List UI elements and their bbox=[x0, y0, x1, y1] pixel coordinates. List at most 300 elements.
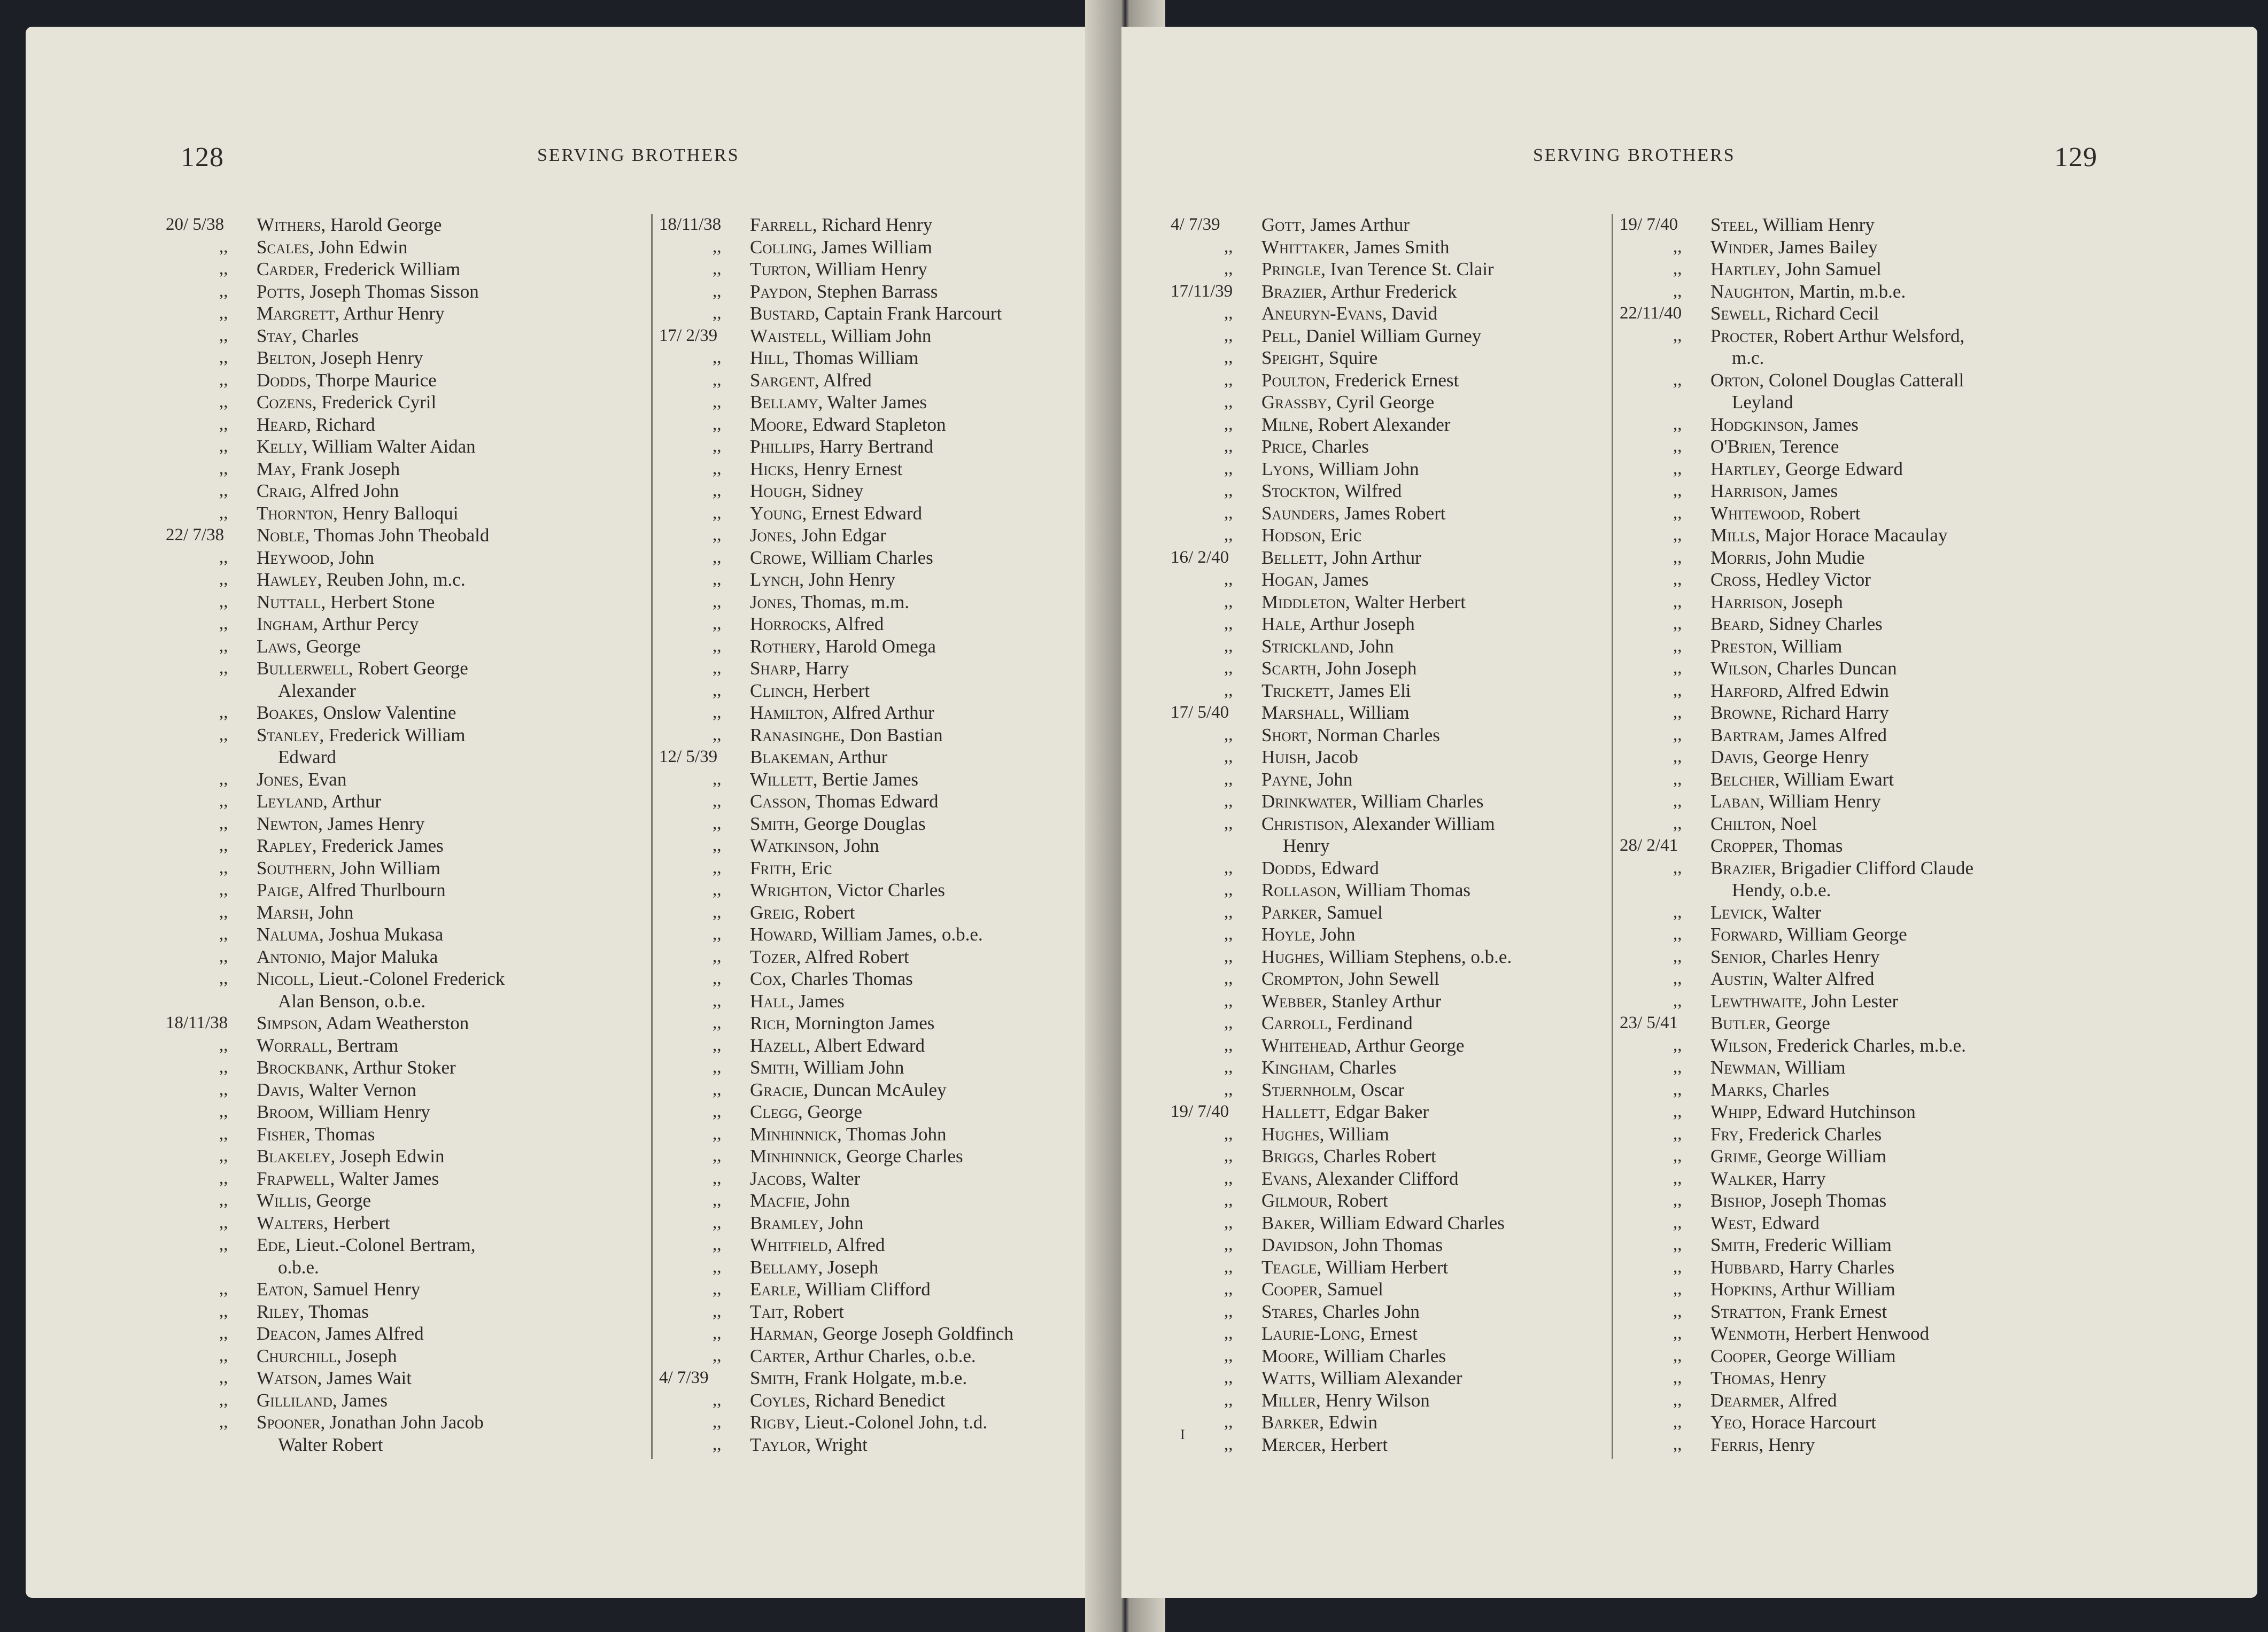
date-cell: ,, bbox=[1673, 414, 1682, 434]
member-name: Bellamy, Joseph bbox=[750, 1256, 879, 1278]
date-cell: ,, bbox=[219, 1079, 228, 1099]
date-cell: ,, bbox=[219, 1124, 228, 1144]
date-cell: ,, bbox=[1673, 1301, 1682, 1321]
date-cell: ,, bbox=[1673, 946, 1682, 966]
member-name: Heard, Richard bbox=[257, 414, 375, 435]
date-cell: ,, bbox=[1673, 1213, 1682, 1232]
member-name: Colling, James William bbox=[750, 236, 932, 258]
member-name: Fry, Frederick Charles bbox=[1710, 1123, 1882, 1145]
member-name: Leyland, Arthur bbox=[257, 791, 382, 812]
date-cell: ,, bbox=[1224, 259, 1233, 278]
member-name: Frith, Eric bbox=[750, 857, 832, 879]
date-cell: ,, bbox=[713, 1324, 722, 1343]
member-name: Cooper, George William bbox=[1710, 1345, 1896, 1366]
list-item bbox=[1171, 946, 1662, 968]
list-item bbox=[1620, 302, 2208, 325]
date-cell: ,, bbox=[219, 414, 228, 434]
date-cell: ,, bbox=[713, 658, 722, 678]
member-name: Davidson, John Thomas bbox=[1261, 1234, 1443, 1255]
list-item bbox=[1620, 635, 2208, 658]
list-item bbox=[1171, 1256, 1662, 1279]
list-item bbox=[659, 480, 1119, 502]
list-item bbox=[1620, 680, 2208, 702]
member-name: Ingham, Arthur Percy bbox=[257, 613, 419, 634]
date-cell: ,, bbox=[713, 680, 722, 700]
member-name: Earle, William Clifford bbox=[750, 1279, 931, 1300]
list-item bbox=[1171, 391, 1662, 414]
member-name: Bishop, Joseph Thomas bbox=[1710, 1190, 1887, 1211]
list-item bbox=[166, 1234, 668, 1278]
list-item bbox=[659, 724, 1119, 747]
date-cell: ,, bbox=[1224, 636, 1233, 656]
date-cell: ,, bbox=[1224, 304, 1233, 323]
date-cell: ,, bbox=[1673, 1390, 1682, 1410]
date-cell: ,, bbox=[219, 1191, 228, 1210]
member-name: Hamilton, Alfred Arthur bbox=[750, 702, 934, 723]
date-cell: ,, bbox=[713, 836, 722, 855]
member-name: Willis, George bbox=[257, 1190, 371, 1211]
list-item bbox=[659, 369, 1119, 392]
list-item bbox=[166, 524, 668, 547]
list-item bbox=[1620, 1434, 2208, 1456]
member-name: May, Frank Joseph bbox=[257, 458, 400, 479]
member-name: Waistell, William John bbox=[750, 325, 932, 346]
date-cell: ,, bbox=[713, 1257, 722, 1277]
date-cell: ,, bbox=[1673, 902, 1682, 922]
date-cell: ,, bbox=[1673, 747, 1682, 766]
date-cell: ,, bbox=[1673, 370, 1682, 390]
list-item bbox=[1620, 502, 2208, 525]
member-name: Churchill, Joseph bbox=[257, 1345, 397, 1366]
list-item bbox=[659, 214, 1119, 236]
date-cell: ,, bbox=[1224, 458, 1233, 478]
member-name: Davis, George Henry bbox=[1710, 747, 1869, 767]
list-item bbox=[659, 1367, 1119, 1389]
list-item bbox=[166, 591, 668, 613]
member-name: Browne, Richard Harry bbox=[1710, 702, 1889, 723]
member-name: Senior, Charles Henry bbox=[1710, 946, 1880, 967]
list-item bbox=[659, 790, 1119, 813]
member-name: Jones, Evan bbox=[257, 768, 347, 790]
date-cell: ,, bbox=[1224, 237, 1233, 257]
date-cell: ,, bbox=[713, 1213, 722, 1232]
member-name: Harrison, Joseph bbox=[1710, 591, 1843, 612]
date-cell: 28/ 2/41 bbox=[1620, 836, 1678, 855]
list-item bbox=[1620, 480, 2208, 502]
list-item bbox=[1620, 1101, 2208, 1123]
page-number: 128 bbox=[181, 142, 224, 173]
date-cell: ,, bbox=[219, 946, 228, 966]
date-cell: ,, bbox=[713, 348, 722, 367]
member-name: Riley, Thomas bbox=[257, 1301, 369, 1322]
date-cell: ,, bbox=[1673, 969, 1682, 988]
date-cell: 18/11/38 bbox=[659, 215, 722, 234]
date-cell: ,, bbox=[219, 880, 228, 899]
date-cell: ,, bbox=[1673, 1146, 1682, 1165]
member-name: Turton, William Henry bbox=[750, 259, 927, 279]
list-item bbox=[1171, 547, 1662, 569]
date-cell: ,, bbox=[1673, 1035, 1682, 1055]
list-item bbox=[1620, 746, 2208, 768]
list-item bbox=[166, 1212, 668, 1234]
date-cell: ,, bbox=[713, 237, 722, 257]
member-name: Dearmer, Alfred bbox=[1710, 1389, 1837, 1411]
list-item bbox=[1620, 436, 2208, 458]
list-item bbox=[166, 1101, 668, 1123]
member-name: Brazier, Arthur Frederick bbox=[1261, 281, 1457, 302]
list-item bbox=[1171, 591, 1662, 613]
member-name: Wilson, Frederick Charles, m.b.e. bbox=[1710, 1035, 1966, 1056]
date-cell: ,, bbox=[1224, 1346, 1233, 1365]
date-cell: ,, bbox=[219, 370, 228, 390]
list-item bbox=[1171, 746, 1662, 768]
date-cell: ,, bbox=[1224, 1191, 1233, 1210]
list-item bbox=[659, 702, 1119, 724]
member-name: Pringle, Ivan Terence St. Clair bbox=[1261, 259, 1494, 279]
list-item bbox=[1620, 968, 2208, 990]
list-item bbox=[659, 436, 1119, 458]
date-cell: ,, bbox=[1224, 503, 1233, 523]
list-item bbox=[659, 990, 1119, 1013]
date-cell: ,, bbox=[713, 1390, 722, 1410]
list-item bbox=[166, 1345, 668, 1367]
member-name: Hoyle, John bbox=[1261, 924, 1356, 945]
list-item bbox=[659, 414, 1119, 436]
list-item bbox=[1620, 414, 2208, 436]
date-cell: ,, bbox=[1224, 680, 1233, 700]
member-name: Moore, William Charles bbox=[1261, 1345, 1446, 1366]
date-cell: ,, bbox=[219, 1390, 228, 1410]
member-name: Crowe, William Charles bbox=[750, 547, 933, 568]
date-cell: ,, bbox=[1673, 525, 1682, 545]
list-item bbox=[1171, 258, 1662, 281]
date-cell: ,, bbox=[1224, 858, 1233, 877]
date-cell: ,, bbox=[1224, 348, 1233, 367]
date-cell: ,, bbox=[713, 281, 722, 301]
list-item bbox=[1171, 1012, 1662, 1035]
member-name: Ranasinghe, Don Bastian bbox=[750, 724, 943, 745]
date-cell: ,, bbox=[1224, 1124, 1233, 1144]
date-cell: ,, bbox=[713, 592, 722, 611]
date-cell: ,, bbox=[713, 991, 722, 1011]
list-item bbox=[659, 1079, 1119, 1101]
list-item bbox=[1620, 702, 2208, 724]
list-item bbox=[1171, 790, 1662, 813]
list-item bbox=[1171, 1190, 1662, 1212]
member-name: Barker, Edwin bbox=[1261, 1412, 1377, 1433]
date-cell: ,, bbox=[1224, 325, 1233, 345]
member-name: Walker, Harry bbox=[1710, 1168, 1826, 1189]
member-name: Clegg, George bbox=[750, 1101, 862, 1122]
member-name: Scales, John Edwin bbox=[257, 236, 408, 258]
member-name: Naluma, Joshua Mukasa bbox=[257, 924, 444, 945]
list-item bbox=[1620, 1278, 2208, 1301]
date-cell: ,, bbox=[713, 1412, 722, 1432]
list-item bbox=[1620, 1234, 2208, 1256]
list-item bbox=[166, 547, 668, 569]
member-name: Hodgkinson, James bbox=[1710, 414, 1859, 435]
list-item bbox=[1171, 1056, 1662, 1079]
date-cell: ,, bbox=[219, 259, 228, 278]
list-item bbox=[1171, 1101, 1662, 1123]
date-cell: ,, bbox=[1673, 1434, 1682, 1454]
date-cell: ,, bbox=[219, 458, 228, 478]
member-name: Brockbank, Arthur Stoker bbox=[257, 1057, 456, 1078]
member-name: Whitewood, Robert bbox=[1710, 502, 1861, 524]
member-name: Rapley, Frederick James bbox=[257, 835, 444, 856]
list-item bbox=[1620, 1123, 2208, 1146]
list-item bbox=[659, 236, 1119, 259]
list-item bbox=[659, 768, 1119, 791]
list-item bbox=[1620, 768, 2208, 791]
column-rule bbox=[1612, 214, 1613, 1459]
member-name: Southern, John William bbox=[257, 857, 440, 879]
member-name: Noble, Thomas John Theobald bbox=[257, 525, 490, 546]
member-name: Whitehead, Arthur George bbox=[1261, 1035, 1465, 1056]
list-item bbox=[659, 391, 1119, 414]
member-name: Carroll, Ferdinand bbox=[1261, 1013, 1413, 1033]
list-item bbox=[659, 1168, 1119, 1190]
date-cell: ,, bbox=[713, 481, 722, 500]
member-name: Hughes, William Stephens, o.b.e. bbox=[1261, 946, 1512, 967]
member-name: Hill, Thomas William bbox=[750, 347, 919, 368]
date-cell: ,, bbox=[713, 1191, 722, 1210]
list-item bbox=[1171, 414, 1662, 436]
member-name: Gilmour, Robert bbox=[1261, 1190, 1388, 1211]
date-cell: ,, bbox=[219, 791, 228, 811]
list-item bbox=[659, 569, 1119, 591]
date-cell: ,, bbox=[219, 392, 228, 411]
list-item bbox=[1171, 1234, 1662, 1256]
member-name: Austin, Walter Alfred bbox=[1710, 968, 1875, 989]
list-item bbox=[659, 1323, 1119, 1345]
member-name: Blakeman, Arthur bbox=[750, 747, 888, 767]
member-name: Drinkwater, William Charles bbox=[1261, 791, 1484, 812]
list-item bbox=[166, 480, 668, 502]
list-item bbox=[1620, 1145, 2208, 1168]
member-name: Potts, Joseph Thomas Sisson bbox=[257, 281, 479, 302]
list-item bbox=[166, 1035, 668, 1057]
member-name: Laban, William Henry bbox=[1710, 791, 1881, 812]
date-cell: ,, bbox=[219, 1168, 228, 1188]
date-cell: ,, bbox=[219, 1412, 228, 1432]
date-cell: ,, bbox=[1673, 703, 1682, 722]
list-item bbox=[659, 1278, 1119, 1301]
member-name: Aneuryn-Evans, David bbox=[1261, 303, 1437, 324]
date-cell: ,, bbox=[219, 658, 228, 678]
member-name: Cozens, Frederick Cyril bbox=[257, 392, 437, 413]
date-cell: ,, bbox=[1673, 1279, 1682, 1299]
member-name: Ede, Lieut.-Colonel Bertram, o.b.e. bbox=[257, 1234, 476, 1278]
list-item bbox=[166, 236, 668, 259]
date-cell: ,, bbox=[1673, 636, 1682, 656]
list-item bbox=[1620, 1035, 2208, 1057]
date-cell: ,, bbox=[1224, 1390, 1233, 1410]
member-name: Beard, Sidney Charles bbox=[1710, 613, 1883, 634]
list-item bbox=[1620, 369, 2208, 414]
list-item bbox=[1171, 369, 1662, 392]
date-cell: ,, bbox=[1673, 481, 1682, 500]
date-cell: ,, bbox=[1673, 658, 1682, 678]
date-cell: ,, bbox=[1224, 1146, 1233, 1165]
member-name: Hubbard, Harry Charles bbox=[1710, 1256, 1895, 1278]
date-cell: ,, bbox=[1673, 1079, 1682, 1099]
date-cell: ,, bbox=[1224, 991, 1233, 1011]
member-name: Greig, Robert bbox=[750, 902, 855, 923]
member-name: Kingham, Charles bbox=[1261, 1057, 1397, 1078]
list-item bbox=[1620, 857, 2208, 902]
date-cell: ,, bbox=[713, 946, 722, 966]
date-cell: ,, bbox=[713, 725, 722, 744]
date-cell: ,, bbox=[1224, 924, 1233, 944]
member-name: Newman, William bbox=[1710, 1057, 1846, 1078]
list-item bbox=[166, 902, 668, 924]
list-item bbox=[1171, 480, 1662, 502]
list-item bbox=[1171, 1035, 1662, 1057]
list-item bbox=[166, 1411, 668, 1456]
date-cell: ,, bbox=[713, 414, 722, 434]
list-item bbox=[659, 902, 1119, 924]
list-item bbox=[659, 657, 1119, 680]
date-cell: ,, bbox=[713, 1035, 722, 1055]
list-item bbox=[166, 1168, 668, 1190]
date-cell: ,, bbox=[219, 437, 228, 456]
list-item bbox=[166, 613, 668, 635]
right-page bbox=[1121, 27, 2257, 1598]
member-name: Gilliland, James bbox=[257, 1389, 388, 1411]
member-name: Blakeley, Joseph Edwin bbox=[257, 1146, 445, 1167]
date-cell: ,, bbox=[713, 791, 722, 811]
member-name: Carter, Arthur Charles, o.b.e. bbox=[750, 1345, 976, 1366]
list-item bbox=[659, 1301, 1119, 1323]
list-item bbox=[166, 790, 668, 813]
list-item bbox=[1620, 946, 2208, 968]
date-cell: 22/11/40 bbox=[1620, 304, 1682, 323]
list-item bbox=[659, 1145, 1119, 1168]
member-name: Grassby, Cyril George bbox=[1261, 392, 1435, 413]
list-item bbox=[1171, 657, 1662, 680]
member-name: Nuttall, Herbert Stone bbox=[257, 591, 435, 612]
list-item bbox=[1171, 502, 1662, 525]
date-cell: ,, bbox=[1224, 525, 1233, 545]
date-cell: ,, bbox=[219, 304, 228, 323]
list-item bbox=[1171, 857, 1662, 880]
member-name: Stanley, Frederick William Edward bbox=[257, 724, 466, 767]
list-item bbox=[1620, 990, 2208, 1013]
date-cell: ,, bbox=[1673, 237, 1682, 257]
date-cell: ,, bbox=[1224, 769, 1233, 789]
date-cell: ,, bbox=[1673, 437, 1682, 456]
member-name: Hallett, Edgar Baker bbox=[1261, 1101, 1429, 1122]
member-name: Miller, Henry Wilson bbox=[1261, 1389, 1430, 1411]
date-cell: ,, bbox=[1673, 813, 1682, 833]
list-item bbox=[166, 657, 668, 702]
date-cell: ,, bbox=[1224, 813, 1233, 833]
list-item bbox=[659, 879, 1119, 902]
member-name: Withers, Harold George bbox=[257, 214, 442, 235]
date-cell: ,, bbox=[1673, 325, 1682, 345]
list-item bbox=[1171, 1301, 1662, 1323]
member-name: Chilton, Noel bbox=[1710, 813, 1817, 834]
date-cell: ,, bbox=[1673, 281, 1682, 301]
member-name: Fisher, Thomas bbox=[257, 1123, 375, 1145]
date-cell: ,, bbox=[219, 1235, 228, 1254]
member-name: Grime, George William bbox=[1710, 1146, 1887, 1167]
date-cell: ,, bbox=[1673, 1168, 1682, 1188]
member-name: Yeo, Horace Harcourt bbox=[1710, 1412, 1877, 1433]
list-item bbox=[1620, 214, 2208, 236]
date-cell: ,, bbox=[713, 437, 722, 456]
signature-mark: I bbox=[1180, 1427, 1185, 1442]
list-item bbox=[166, 1323, 668, 1345]
list-item bbox=[166, 569, 668, 591]
member-name: Sewell, Richard Cecil bbox=[1710, 303, 1879, 324]
list-item bbox=[659, 613, 1119, 635]
member-name: Payne, John bbox=[1261, 768, 1353, 790]
date-cell: ,, bbox=[219, 348, 228, 367]
list-item bbox=[1171, 879, 1662, 902]
member-name: Smith, George Douglas bbox=[750, 813, 926, 834]
list-item bbox=[1620, 1301, 2208, 1323]
date-cell: ,, bbox=[713, 1235, 722, 1254]
member-name: Tait, Robert bbox=[750, 1301, 844, 1322]
member-name: Lynch, John Henry bbox=[750, 569, 896, 590]
date-cell: ,, bbox=[219, 1102, 228, 1121]
list-item bbox=[1171, 1345, 1662, 1367]
list-item bbox=[659, 813, 1119, 835]
member-name: Nicoll, Lieut.-Colonel Frederick Alan Benson, o.b.e. bbox=[257, 968, 505, 1012]
list-item bbox=[1620, 591, 2208, 613]
name-column bbox=[166, 214, 668, 1456]
date-cell: ,, bbox=[1673, 1102, 1682, 1121]
date-cell: ,, bbox=[713, 503, 722, 523]
member-name: Stockton, Wilfred bbox=[1261, 480, 1402, 501]
date-cell: ,, bbox=[219, 570, 228, 589]
date-cell: ,, bbox=[219, 1324, 228, 1343]
list-item bbox=[659, 281, 1119, 303]
list-item bbox=[1620, 835, 2208, 857]
running-head: SERVING BROTHERS bbox=[537, 145, 740, 165]
member-name: Moore, Edward Stapleton bbox=[750, 414, 946, 435]
list-item bbox=[1620, 458, 2208, 480]
date-cell: ,, bbox=[1224, 1257, 1233, 1277]
member-name: Heywood, John bbox=[257, 547, 374, 568]
date-cell: ,, bbox=[219, 969, 228, 988]
member-name: Sharp, Harry bbox=[750, 658, 849, 679]
list-item bbox=[1171, 458, 1662, 480]
member-name: Davis, Walter Vernon bbox=[257, 1079, 416, 1100]
member-name: Orton, Colonel Douglas Catterall Leyland bbox=[1710, 369, 1964, 413]
date-cell: ,, bbox=[219, 1035, 228, 1055]
date-cell: ,, bbox=[1673, 769, 1682, 789]
list-item bbox=[1171, 680, 1662, 702]
member-name: Watson, James Wait bbox=[257, 1367, 412, 1388]
member-name: Dodds, Edward bbox=[1261, 857, 1379, 879]
member-name: Taylor, Wright bbox=[750, 1434, 868, 1455]
date-cell: ,, bbox=[713, 525, 722, 545]
date-cell: ,, bbox=[1224, 1013, 1233, 1032]
list-item bbox=[166, 702, 668, 724]
member-name: Hartley, George Edward bbox=[1710, 458, 1903, 479]
date-cell: ,, bbox=[1224, 1301, 1233, 1321]
date-cell: ,, bbox=[1224, 969, 1233, 988]
date-cell: ,, bbox=[219, 1368, 228, 1387]
date-cell: ,, bbox=[1224, 592, 1233, 611]
member-name: Mercer, Herbert bbox=[1261, 1434, 1388, 1455]
list-item bbox=[1171, 214, 1662, 236]
list-item bbox=[1620, 1389, 2208, 1412]
member-name: Evans, Alexander Clifford bbox=[1261, 1168, 1459, 1189]
